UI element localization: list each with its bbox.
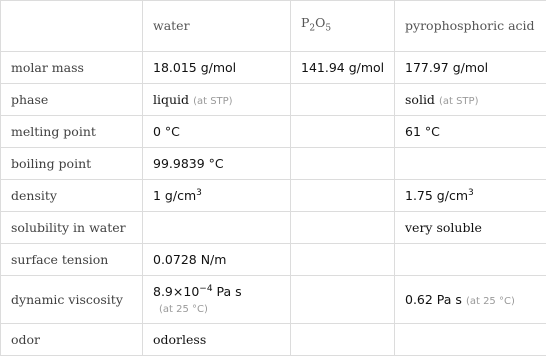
table-row bbox=[1, 116, 546, 148]
water-viscosity-exponent: −4 bbox=[199, 284, 213, 295]
pyro-surface-tension bbox=[395, 244, 546, 276]
water-phase-note: (at STP) bbox=[193, 96, 233, 107]
water-phase-value: liquid bbox=[153, 92, 190, 107]
pyro-phase-note: (at STP) bbox=[438, 96, 479, 107]
p2o5-odor bbox=[291, 324, 395, 356]
water-viscosity-mantissa: 8.9 bbox=[153, 284, 173, 300]
row-label-odor: odor bbox=[1, 324, 143, 356]
water-density bbox=[143, 180, 291, 212]
pyro-viscosity-value: 0.62 Pa s bbox=[405, 292, 462, 307]
water-viscosity-unit: Pa s bbox=[212, 284, 242, 300]
water-viscosity-times: × bbox=[172, 284, 184, 300]
p2o5-sub-2: 2 bbox=[309, 23, 316, 34]
header-p2o5 bbox=[291, 1, 395, 52]
row-label-boiling-point: boiling point bbox=[1, 148, 143, 180]
pyro-boiling-point bbox=[395, 148, 546, 180]
p2o5-melting-point bbox=[291, 116, 395, 148]
pyro-density-exp: 3 bbox=[468, 187, 474, 198]
row-label-solubility: solubility in water bbox=[1, 212, 143, 244]
table-row bbox=[1, 148, 546, 180]
pyro-density-base: 1.75 g/cm bbox=[405, 188, 469, 204]
table-row bbox=[1, 324, 546, 356]
p2o5-surface-tension bbox=[291, 244, 395, 276]
pyro-dynamic-viscosity bbox=[395, 276, 546, 324]
p2o5-p: P bbox=[301, 15, 310, 31]
table-row bbox=[1, 244, 546, 276]
table-row bbox=[1, 276, 546, 324]
p2o5-molar-mass: 141.94 g/mol bbox=[291, 52, 395, 84]
header-pyrophosphoric-acid: pyrophosphoric acid bbox=[395, 1, 546, 52]
row-label-molar-mass: molar mass bbox=[1, 52, 143, 84]
row-label-surface-tension: surface tension bbox=[1, 244, 143, 276]
water-viscosity-note: (at 25 °C) bbox=[159, 303, 208, 315]
pyro-melting-point: 61 °C bbox=[395, 116, 546, 148]
p2o5-dynamic-viscosity bbox=[291, 276, 395, 324]
pyro-phase-value: solid bbox=[405, 92, 435, 107]
row-label-melting-point: melting point bbox=[1, 116, 143, 148]
pyro-phase bbox=[395, 84, 546, 116]
pyro-odor bbox=[395, 324, 546, 356]
p2o5-phase bbox=[291, 84, 395, 116]
p2o5-density bbox=[291, 180, 395, 212]
p2o5-solubility bbox=[291, 212, 395, 244]
table-row bbox=[1, 212, 546, 244]
water-odor: odorless bbox=[143, 324, 291, 356]
water-viscosity-base: 10 bbox=[183, 284, 200, 300]
water-dynamic-viscosity bbox=[143, 276, 291, 324]
row-label-dynamic-viscosity: dynamic viscosity bbox=[1, 276, 143, 324]
pyro-molar-mass: 177.97 g/mol bbox=[395, 52, 546, 84]
water-density-exp: 3 bbox=[196, 187, 202, 198]
water-phase bbox=[143, 84, 291, 116]
water-surface-tension: 0.0728 N/m bbox=[143, 244, 291, 276]
header-water: water bbox=[143, 1, 291, 52]
table-row bbox=[1, 52, 546, 84]
table-row bbox=[1, 180, 546, 212]
water-melting-point: 0 °C bbox=[143, 116, 291, 148]
pyro-viscosity-note: (at 25 °C) bbox=[465, 296, 515, 307]
row-label-density: density bbox=[1, 180, 143, 212]
water-boiling-point: 99.9839 °C bbox=[143, 148, 291, 180]
water-molar-mass: 18.015 g/mol bbox=[143, 52, 291, 84]
water-density-base: 1 g/cm bbox=[153, 188, 197, 204]
pyro-solubility: very soluble bbox=[395, 212, 546, 244]
pyro-density bbox=[395, 180, 546, 212]
row-label-phase: phase bbox=[1, 84, 143, 116]
water-solubility bbox=[143, 212, 291, 244]
p2o5-boiling-point bbox=[291, 148, 395, 180]
header-row bbox=[1, 1, 546, 52]
header-blank bbox=[1, 1, 143, 52]
p2o5-sub-5: 5 bbox=[325, 23, 332, 34]
p2o5-o: O bbox=[315, 15, 326, 31]
table-row bbox=[1, 84, 546, 116]
